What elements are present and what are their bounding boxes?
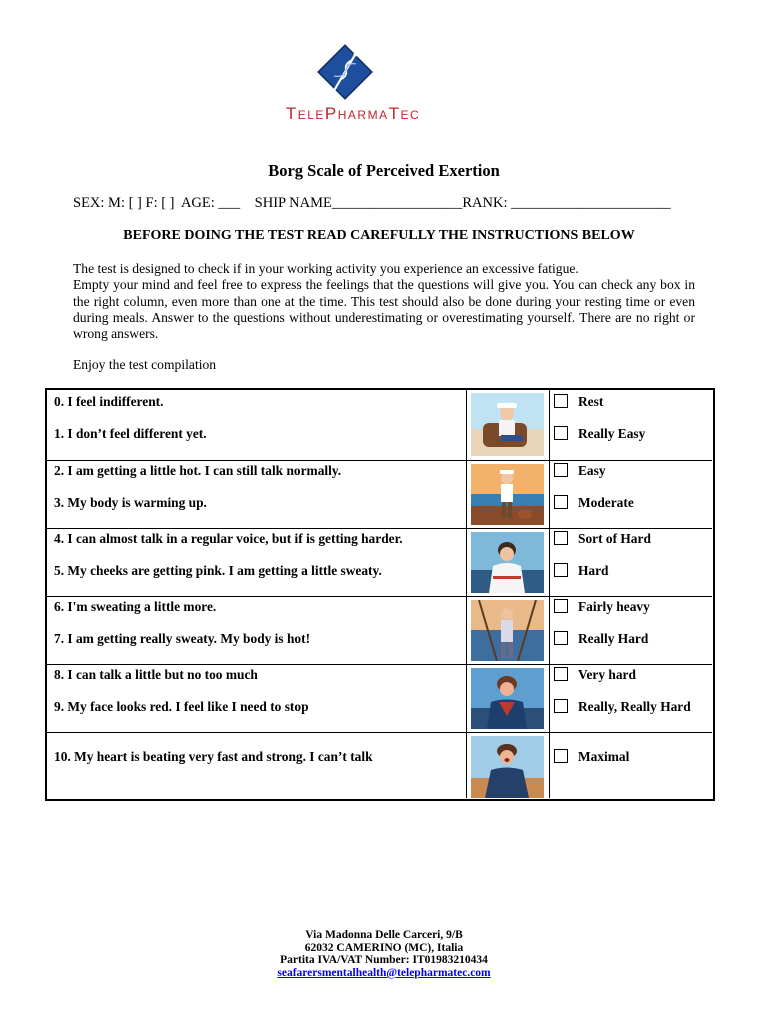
rating-checkbox[interactable]: [554, 394, 568, 408]
statements-cell: [47, 733, 467, 798]
intro-line-1: The test is designed to check if in your working activity you experience an excessive fatigue.: [73, 261, 579, 276]
illustration-cell: [467, 461, 550, 528]
statements-cell: [47, 665, 467, 732]
rating-checkbox[interactable]: [554, 531, 568, 545]
email-link[interactable]: seafarersmentalhealth@telepharmatec.com: [277, 966, 491, 979]
levels-cell: [550, 529, 712, 596]
statement: 4. I can almost talk in a regular voice, but if is getting harder.: [54, 531, 403, 546]
statement: 2. I am getting a little hot. I can still talk normally.: [54, 463, 342, 478]
level-label: Easy: [578, 463, 606, 478]
statement: 1. I don’t feel different yet.: [54, 426, 207, 441]
rating-checkbox[interactable]: [554, 463, 568, 477]
statements-cell: [47, 529, 467, 596]
level-label: Maximal: [578, 749, 630, 764]
scale-row: [47, 390, 712, 461]
level-label: Fairly heavy: [578, 599, 650, 614]
borg-scale-table: [45, 388, 715, 801]
illustration-cell: [467, 665, 550, 732]
sailor-exhausted-illustration: [471, 736, 544, 798]
statements-cell: [47, 461, 467, 528]
illustration-cell: [467, 597, 550, 664]
caduceus-diamond-icon: [248, 42, 458, 104]
sailor-tired-illustration: [471, 668, 544, 729]
levels-cell: [550, 597, 712, 664]
intro-text: [73, 261, 695, 342]
rating-checkbox[interactable]: [554, 563, 568, 577]
rating-checkbox[interactable]: [554, 599, 568, 613]
level-label: Really Hard: [578, 631, 649, 646]
participant-fields: SEX: M: [ ] F: [ ] AGE: ___ SHIP NAME__________________RANK: ______________________: [73, 195, 671, 211]
statements-cell: [47, 390, 467, 460]
level-label: Hard: [578, 563, 609, 578]
scale-row: [47, 665, 712, 733]
illustration-cell: [467, 390, 550, 460]
statement: 7. I am getting really sweaty. My body is hot!: [54, 631, 311, 646]
level-label: Really Easy: [578, 426, 646, 441]
rating-checkbox[interactable]: [554, 631, 568, 645]
statement: 5. My cheeks are getting pink. I am getting a little sweaty.: [54, 563, 382, 578]
rating-checkbox[interactable]: [554, 667, 568, 681]
scale-row: [47, 461, 712, 529]
statement: 9. My face looks red. I feel like I need to stop: [54, 699, 309, 714]
statement: 6. I'm sweating a little more.: [54, 599, 217, 614]
scale-row: [47, 529, 712, 597]
page-title: Borg Scale of Perceived Exertion: [268, 161, 500, 180]
address-line: 62032 CAMERINO (MC), Italia: [304, 941, 464, 954]
enjoy-note: Enjoy the test compilation: [73, 357, 217, 372]
brand-wordmark: TelePharmaTec: [285, 104, 421, 123]
statement: 0. I feel indifferent.: [54, 394, 164, 409]
level-label: Rest: [578, 394, 604, 409]
statements-cell: [47, 597, 467, 664]
sailor-sweating-illustration: [471, 600, 544, 661]
sailor-exerting-illustration: [471, 532, 544, 593]
levels-cell: [550, 733, 712, 798]
level-label: Moderate: [578, 495, 634, 510]
instructions-heading: BEFORE DOING THE TEST READ CAREFULLY THE INSTRUCTIONS BELOW: [123, 228, 635, 243]
levels-cell: [550, 461, 712, 528]
rating-checkbox[interactable]: [554, 495, 568, 509]
footer: [0, 929, 768, 979]
illustration-cell: [467, 733, 550, 798]
statement: 10. My heart is beating very fast and strong. I can’t talk: [54, 749, 373, 764]
rating-checkbox[interactable]: [554, 426, 568, 440]
sailor-walking-dog-illustration: [471, 464, 544, 525]
address-line: Via Madonna Delle Carceri, 9/B: [305, 929, 463, 941]
scale-row: [47, 733, 712, 798]
vat-number: Partita IVA/VAT Number: IT01983210434: [280, 954, 488, 967]
rating-checkbox[interactable]: [554, 699, 568, 713]
levels-cell: [550, 390, 712, 460]
company-logo: [248, 42, 458, 132]
level-label: Sort of Hard: [578, 531, 651, 546]
levels-cell: [550, 665, 712, 732]
illustration-cell: [467, 529, 550, 596]
level-label: Really, Really Hard: [578, 699, 691, 714]
scale-row: [47, 597, 712, 665]
level-label: Very hard: [578, 667, 636, 682]
intro-line-2: Empty your mind and feel free to express the feelings that the questions will give you. You can check any box in the right column, even more than one at the time. This test should also be done during your resting time or even during meals. Answer to the questions without underestimating or overestimating yourself. There are no right or wrong answers.: [73, 277, 695, 342]
rating-checkbox[interactable]: [554, 749, 568, 763]
statement: 8. I can talk a little but no too much: [54, 667, 258, 682]
sailor-resting-illustration: [471, 393, 544, 456]
statement: 3. My body is warming up.: [54, 495, 207, 510]
